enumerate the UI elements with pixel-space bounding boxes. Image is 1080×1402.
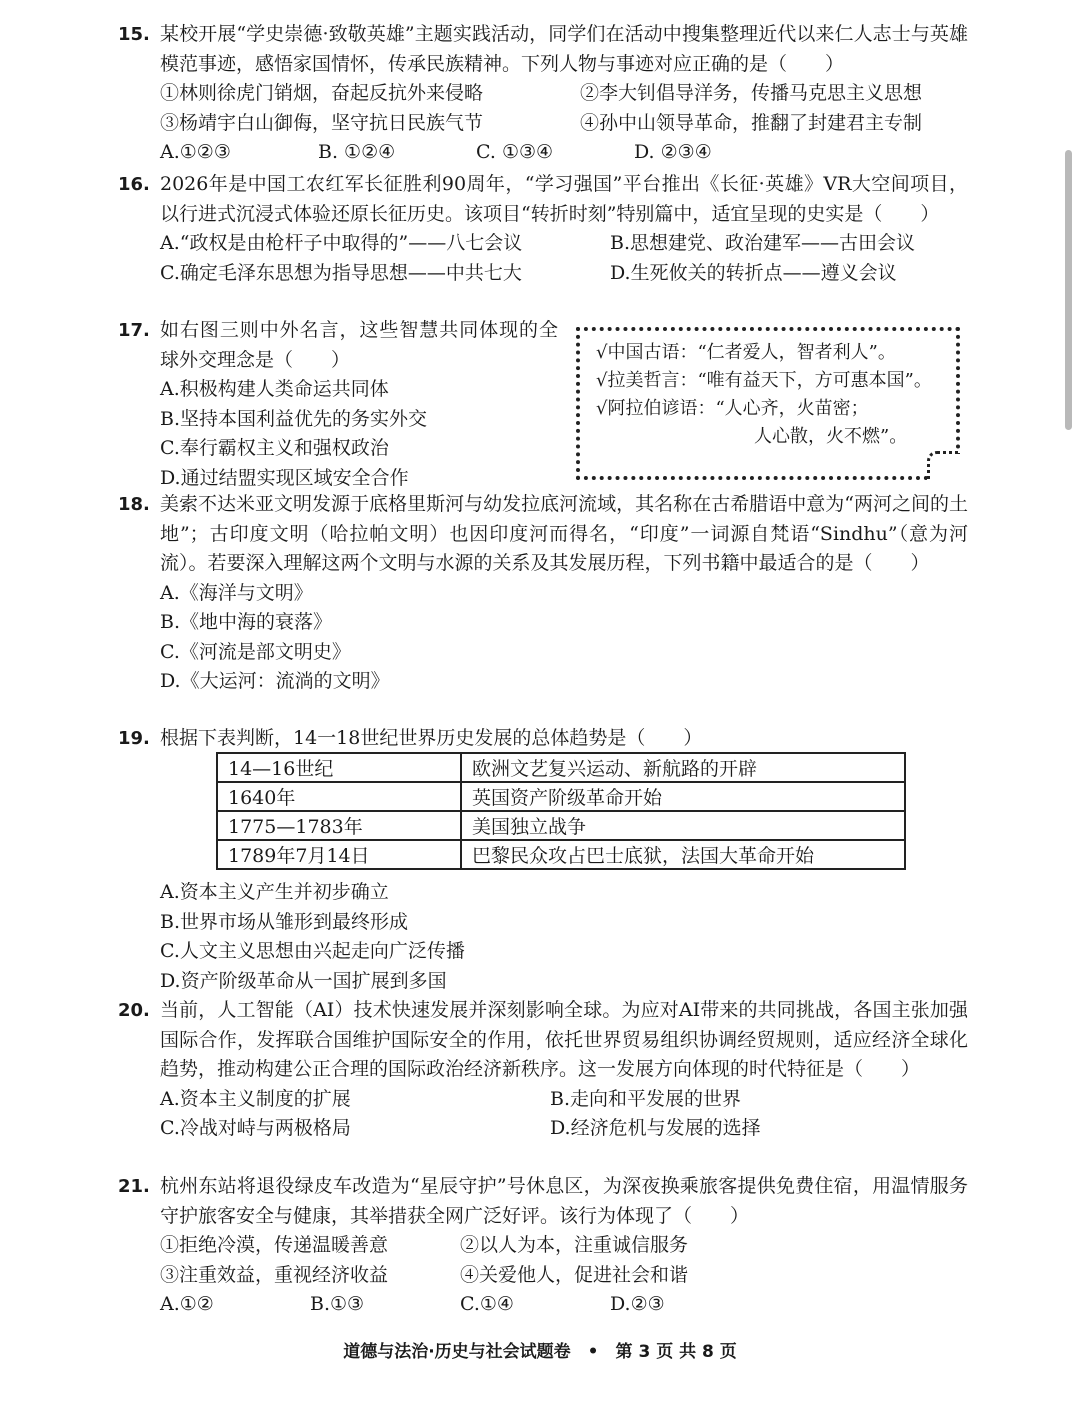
table-cell-date: 1640年 [217,782,461,811]
statement-item: ④关爱他人，促进社会和谐 [460,1263,689,1286]
quote-arabic-continued: 人心散，火不燃”。 [754,426,908,447]
table-cell-date: 14—16世纪 [217,753,461,782]
option-d: D.资产阶级革命从一国扩展到多国 [160,969,447,992]
quote-chinese: √中国古语：“仁者爱人，智者利人”。 [596,342,896,363]
question-19 [118,724,968,754]
option-d: D.通过结盟实现区域安全合作 [160,466,409,489]
option-b: B.①③ [310,1293,365,1315]
question-stem: 根据下表判断，14一18世纪世界历史发展的总体趋势是（ ） [160,727,703,749]
option-b: B.思想建党、政治建军——古田会议 [610,232,916,254]
question-19-options [118,878,968,996]
option-c: C.《河流是部文明史》 [160,640,351,663]
table-cell-event: 英国资产阶级革命开始 [461,782,905,811]
option-d: D.②③ [610,1293,665,1315]
statement-item: ①拒绝冷漠，传递温暖善意 [160,1234,389,1256]
option-a: A.“政权是由枪杆子中取得的”——八七会议 [160,232,523,254]
statement-item: ④孙中山领导革命，推翻了封建君主专制 [580,111,923,134]
question-number: 18. [118,494,150,515]
table-cell-event: 巴黎民众攻占巴士底狱，法国大革命开始 [461,840,905,869]
statement-item: ③注重效益，重视经济收益 [160,1263,389,1286]
option-b: B.坚持本国利益优先的务实外交 [160,407,428,430]
question-20 [118,996,968,1144]
page-footer: 道德与法治·历史与社会试题卷 • 第 3 页 共 8 页 [343,1342,737,1362]
option-d: D.生死攸关的转折点——遵义会议 [610,261,897,284]
question-stem: 2026年是中国工农红军长征胜利90周年，“学习强国”平台推出《长征·英雄》VR大空间项目，以行进式沉浸式体验还原长征历史。该项目“转折时刻”特别篇中，适宜呈现的史实是（ ） [160,173,968,225]
statement-item: ②以人为本，注重诚信服务 [460,1234,689,1256]
question-stem: 某校开展“学史崇德·致敬英雄”主题实践活动，同学们在活动中搜集整理近代以来仁人志士与英雄模范事迹，感悟家国情怀，传承民族精神。下列人物与事迹对应正确的是（ ） [160,23,968,75]
question-stem: 当前，人工智能（AI）技术快速发展并深刻影响全球。为应对AI带来的共同挑战，各国主张加强国际合作，发挥联合国维护国际安全的作用，依托世界贸易组织协调经贸规则，适应经济全球化趋势，推动构建公正合理的国际政治经济新秩序。这一发展方向体现的时代特征是（ ） [160,999,968,1080]
option-a: A.资本主义产生并初步确立 [160,881,389,903]
question-stem: 如右图三则中外名言，这些智慧共同体现的全球外交理念是（ ） [160,319,558,371]
option-c: C.确定毛泽东思想为指导思想——中共七大 [160,261,522,284]
table-row [217,811,905,840]
question-number: 16. [118,174,150,195]
question-16 [118,170,968,288]
option-a: A.①②③ [160,141,231,163]
question-21 [118,1172,968,1320]
table-row [217,840,905,869]
scrollbar-thumb[interactable] [1065,150,1072,430]
statement-item: ③杨靖宇白山御侮，坚守抗日民族气节 [160,111,484,134]
question-18 [118,490,968,697]
option-b: B.《地中海的衰落》 [160,611,333,633]
quotes-box [576,327,960,480]
table-cell-event: 美国独立战争 [461,811,905,840]
question-number: 19. [118,728,150,749]
table-row [217,753,905,782]
table-row [217,782,905,811]
question-number: 17. [118,320,150,341]
option-d: D.经济危机与发展的选择 [550,1117,761,1139]
question-number: 20. [118,1000,150,1021]
option-a: A.资本主义制度的扩展 [160,1087,351,1110]
option-a: A.①② [160,1293,214,1315]
page-curl-decoration [927,451,960,480]
option-b: B.走向和平发展的世界 [550,1087,742,1110]
option-a: A.积极构建人类命运共同体 [160,378,389,400]
statement-item: ①林则徐虎门销烟，奋起反抗外来侵略 [160,82,484,104]
option-c: C. ①③④ [476,141,554,163]
question-number: 21. [118,1176,150,1197]
question-stem: 美索不达米亚文明发源于底格里斯河与幼发拉底河流域，其名称在古希腊语中意为“两河之间的土地”；古印度文明（哈拉帕文明）也因印度河而得名，“印度”一词源自梵语“Sindhu”（意为河流）。若要深入理解这两个文明与水源的关系及其发展历程，下列书籍中最适合的是（ ） [160,493,968,574]
option-b: B.世界市场从雏形到最终形成 [160,910,409,933]
history-events-table [216,752,906,870]
option-a: A.《海洋与文明》 [160,581,313,604]
quote-latin-american: √拉美哲言：“唯有益天下，方可惠本国”。 [596,370,932,391]
table-cell-date: 1775—1783年 [217,811,461,840]
option-c: C.冷战对峙与两极格局 [160,1117,351,1139]
option-b: B. ①②④ [318,141,396,163]
option-d: D.《大运河：流淌的文明》 [160,670,390,692]
table-cell-date: 1789年7月14日 [217,840,461,869]
quote-arabic: √阿拉伯谚语：“人心齐，火苗密； [596,398,869,419]
question-17 [118,316,558,493]
option-d: D. ②③④ [634,141,712,163]
table-cell-event: 欧洲文艺复兴运动、新航路的开辟 [461,753,905,782]
question-stem: 杭州东站将退役绿皮车改造为“星辰守护”号休息区，为深夜换乘旅客提供免费住宿，用温情服务守护旅客安全与健康，其举措获全网广泛好评。该行为体现了（ ） [160,1175,968,1227]
statement-item: ②李大钊倡导洋务，传播马克思主义思想 [580,82,923,104]
option-c: C.奉行霸权主义和强权政治 [160,437,389,459]
question-15 [118,20,968,168]
option-c: C.人文主义思想由兴起走向广泛传播 [160,940,465,962]
option-c: C.①④ [460,1293,514,1315]
question-number: 15. [118,24,150,45]
